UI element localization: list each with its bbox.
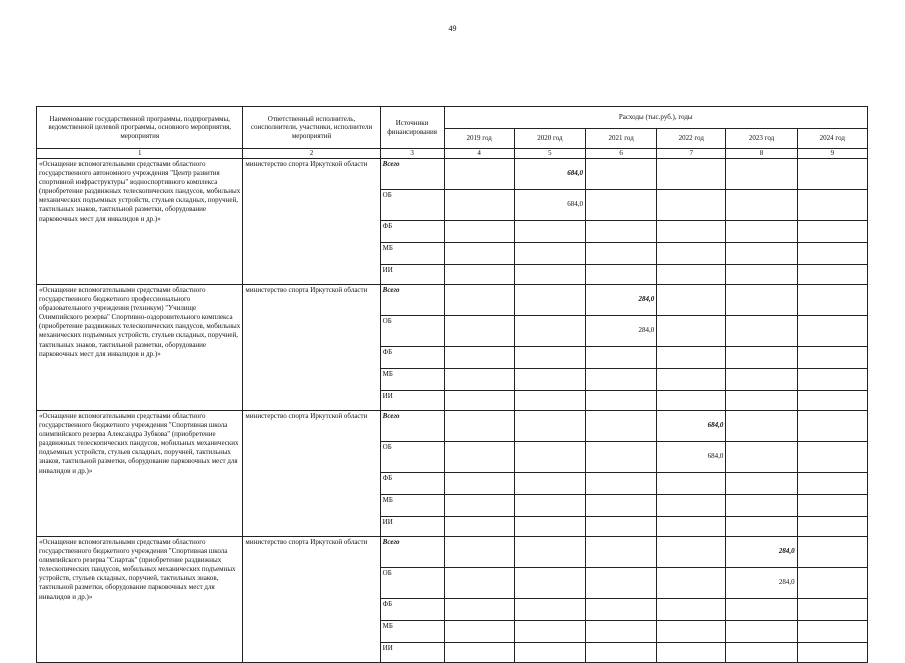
value-cell: 684,0 — [514, 159, 585, 190]
source-total: Всего — [380, 159, 444, 190]
value-cell — [514, 316, 585, 347]
value-cell: 284,0 — [726, 568, 797, 599]
value-cell — [586, 190, 657, 221]
value-cell — [726, 159, 797, 190]
table-row — [37, 411, 868, 442]
header-name: Наименование государственной программы, подпрограммы, ведомственной целевой программы, основного мероприятия, мероприятия — [37, 107, 243, 149]
header-year: 2022 год — [657, 129, 726, 149]
value-cell — [726, 285, 797, 316]
value-cell — [444, 442, 514, 473]
value-cell — [444, 537, 514, 568]
value-cell — [586, 442, 657, 473]
value-cell — [657, 159, 726, 190]
source-fb: ФБ — [380, 221, 444, 243]
value-cell — [444, 285, 514, 316]
value-cell — [514, 568, 585, 599]
value-cell — [797, 568, 867, 599]
value-cell — [444, 568, 514, 599]
source-ob: ОБ — [380, 568, 444, 599]
value-cell — [657, 316, 726, 347]
value-cell — [797, 411, 867, 442]
value-cell — [657, 190, 726, 221]
value-cell — [444, 159, 514, 190]
value-cell — [657, 568, 726, 599]
activity-name: «Оснащение вспомогательными средствами областного государственного бюджетного учреждения "Спортивная школа олимпийского резерва "Спартак" (приобретение раздвижных телескопических пандусов, мобильных механических подъемных устройств, стульев складных, поручней, тактильных знаков, тактильной разметки, оборудование парковочных мест для инвалидов и др.)» — [37, 537, 243, 663]
value-cell: 284,0 — [586, 285, 657, 316]
value-cell — [657, 537, 726, 568]
source-ii: ИИ — [380, 643, 444, 663]
table-row — [37, 159, 868, 190]
activity-executor: министерство спорта Иркутской области — [243, 537, 380, 663]
value-cell — [514, 411, 585, 442]
source-fb: ФБ — [380, 347, 444, 369]
source-ob: ОБ — [380, 190, 444, 221]
column-number: 3 — [380, 149, 444, 159]
value-cell — [726, 411, 797, 442]
value-cell — [444, 316, 514, 347]
activity-executor: министерство спорта Иркутской области — [243, 411, 380, 537]
value-cell — [797, 285, 867, 316]
value-cell — [726, 316, 797, 347]
value-cell — [726, 442, 797, 473]
value-cell — [797, 316, 867, 347]
value-cell — [586, 159, 657, 190]
source-ii: ИИ — [380, 265, 444, 285]
column-number: 5 — [514, 149, 585, 159]
column-number: 8 — [726, 149, 797, 159]
source-mb: МБ — [380, 369, 444, 391]
expenses-table — [36, 106, 868, 663]
activity-executor: министерство спорта Иркутской области — [243, 285, 380, 411]
value-cell — [444, 190, 514, 221]
header-year: 2020 год — [514, 129, 585, 149]
header-expenses: Расходы (тыс.руб.), годы — [444, 107, 867, 129]
source-ob: ОБ — [380, 316, 444, 347]
source-mb: МБ — [380, 243, 444, 265]
column-number: 9 — [797, 149, 867, 159]
value-cell — [586, 568, 657, 599]
header-year: 2023 год — [726, 129, 797, 149]
source-fb: ФБ — [380, 599, 444, 621]
source-mb: МБ — [380, 621, 444, 643]
value-cell — [657, 285, 726, 316]
source-total: Всего — [380, 537, 444, 568]
value-cell — [797, 159, 867, 190]
column-number: 7 — [657, 149, 726, 159]
header-executor: Ответственный исполнитель, соисполнители, участники, исполнители мероприятий — [243, 107, 380, 149]
page-number: 49 — [448, 24, 457, 33]
column-number: 2 — [243, 149, 380, 159]
header-sources: Источники финансирования — [380, 107, 444, 149]
value-cell — [586, 537, 657, 568]
column-number: 6 — [586, 149, 657, 159]
value-cell — [514, 285, 585, 316]
activity-name: «Оснащение вспомогательными средствами областного государственного бюджетного профессионального образовательного учреждения (техникум) "Училище Олимпийского резерва" Спортивно-оздоровительного комплекса (приобретение раздвижных телескопических пандусов, мобильных механических подъемных устройств, стульев складных, поручней, тактильных знаков, тактильной разметки, оборудование парковочных мест для инвалидов и др.)» — [37, 285, 243, 411]
header-year: 2021 год — [586, 129, 657, 149]
value-cell — [797, 537, 867, 568]
value-cell: 284,0 — [726, 537, 797, 568]
table-row — [37, 537, 868, 568]
header-year: 2019 год — [444, 129, 514, 149]
value-cell — [797, 442, 867, 473]
source-total: Всего — [380, 411, 444, 442]
column-number: 4 — [444, 149, 514, 159]
source-ob: ОБ — [380, 442, 444, 473]
value-cell — [586, 411, 657, 442]
table-row — [37, 285, 868, 316]
header-year: 2024 год — [797, 129, 867, 149]
source-ii: ИИ — [380, 517, 444, 537]
value-cell: 684,0 — [514, 190, 585, 221]
value-cell: 684,0 — [657, 442, 726, 473]
column-number: 1 — [37, 149, 243, 159]
value-cell: 684,0 — [657, 411, 726, 442]
value-cell — [726, 190, 797, 221]
activity-executor: министерство спорта Иркутской области — [243, 159, 380, 285]
value-cell — [514, 537, 585, 568]
value-cell — [797, 190, 867, 221]
value-cell — [514, 442, 585, 473]
source-ii: ИИ — [380, 391, 444, 411]
source-fb: ФБ — [380, 473, 444, 495]
value-cell — [444, 411, 514, 442]
value-cell: 284,0 — [586, 316, 657, 347]
activity-name: «Оснащение вспомогательными средствами областного государственного бюджетного учреждения "Спортивная школа олимпийского резерва Александра Зубкова" (приобретение раздвижных телескопических пандусов, мобильных механических подъемных устройств, стульев складных, поручней, тактильных знаков, тактильной разметки, оборудование парковочных мест для инвалидов и др.)» — [37, 411, 243, 537]
source-total: Всего — [380, 285, 444, 316]
source-mb: МБ — [380, 495, 444, 517]
activity-name: «Оснащение вспомогательными средствами областного государственного автономного учреждения "Центр развития спортивной инфраструктуры" водноспортивного комплекса (приобретение раздвижных телескопических пандусов, мобильных механических подъемных устройств, стульев складных, поручней, тактильных знаков, тактильной разметки, оборудование парковочных мест для инвалидов и др.)» — [37, 159, 243, 285]
